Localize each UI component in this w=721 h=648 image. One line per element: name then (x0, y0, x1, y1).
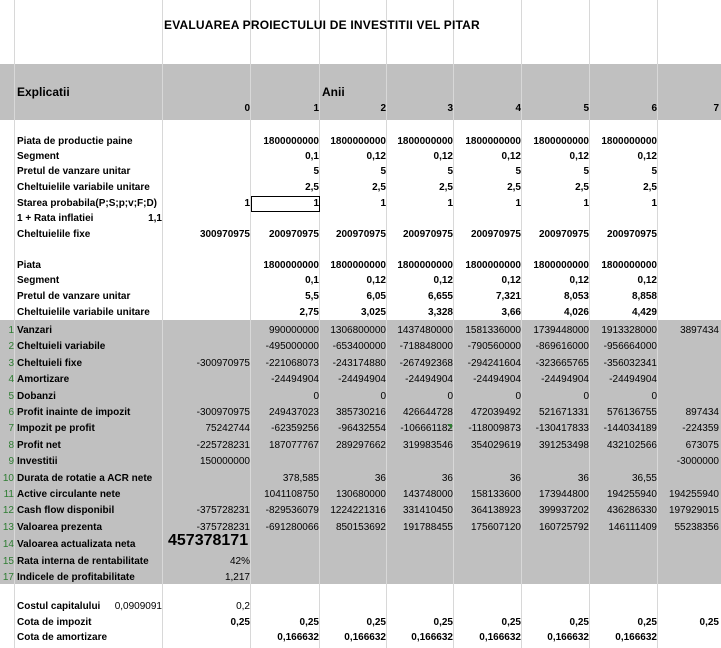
table-row[interactable] (0, 180, 721, 196)
cell-value: 0,166632 (344, 632, 386, 643)
cell-value: 200970975 (606, 229, 657, 240)
summary-label: Indicele de profitabilitate (17, 572, 135, 583)
cell-value: 3,025 (360, 307, 386, 318)
cell-value: 399937202 (538, 505, 589, 517)
selected-cell[interactable] (251, 196, 320, 212)
row-number: 6 (8, 407, 14, 418)
row-number: 9 (8, 456, 14, 468)
cell-value: 1800000000 (465, 136, 521, 147)
years-row (0, 101, 721, 117)
cell-value: 436286330 (606, 505, 657, 517)
cell-value: 0,166632 (277, 632, 319, 643)
cell-value: 0 (651, 390, 657, 402)
row-number: 14 (2, 539, 14, 550)
cell-value: 432102566 (606, 439, 657, 451)
year-label: 7 (713, 103, 719, 114)
cell-value: 4,429 (631, 307, 657, 318)
cell-value: 1800000000 (601, 136, 657, 147)
cell-value: 0,12 (501, 151, 521, 162)
cell-value: 1800000000 (330, 136, 386, 147)
row-label: Active circulante nete (17, 489, 121, 500)
cell-value: 990000000 (268, 325, 319, 336)
table-row[interactable] (0, 134, 721, 150)
year-label: 6 (651, 103, 657, 114)
table-row[interactable] (0, 305, 721, 321)
cell-value: 36 (509, 472, 521, 484)
cost-capital-label: Costul capitalului (17, 601, 101, 612)
cell-value: 2,5 (507, 182, 521, 193)
cell-value: 1581336000 (465, 325, 521, 336)
row-number: 8 (8, 439, 14, 451)
cell-value: -829536079 (265, 505, 319, 517)
cell-value: 0,166632 (411, 632, 453, 643)
cell-value: 2,75 (299, 307, 319, 318)
cell-value: 130680000 (335, 489, 386, 500)
cell-value: 158133600 (470, 489, 521, 500)
cell-value: -144034189 (603, 423, 657, 435)
cell-value: 8,858 (631, 291, 657, 302)
cell-value: 249437023 (268, 407, 319, 418)
cell-value: -106661182 (400, 423, 453, 435)
table-row[interactable] (0, 389, 721, 405)
cell-value: -118009873 (468, 423, 521, 435)
row-label: Cota de impozit (17, 617, 92, 628)
cell-value: 1 (380, 198, 386, 209)
cell-value: 0,25 (699, 617, 719, 628)
row-label: Vanzari (17, 325, 53, 336)
cell-value: 0 (380, 390, 386, 402)
cell-value: 146111409 (608, 521, 657, 533)
row-number: 5 (8, 390, 14, 402)
cell-value: 1041108750 (264, 489, 319, 500)
row-number: 17 (2, 572, 14, 583)
cell-value: -24494904 (271, 374, 319, 386)
row-label: Segment (17, 275, 60, 286)
table-row[interactable] (0, 356, 721, 372)
cell-value: 1800000000 (263, 136, 319, 147)
cell-value: -294241604 (467, 357, 521, 369)
cell-value: 0 (515, 390, 521, 402)
table-row[interactable] (0, 196, 721, 212)
cell-value: 5 (380, 166, 386, 177)
row-label: Piata (17, 260, 41, 271)
cell-value: 36 (374, 472, 386, 484)
cell-value: 187077767 (268, 439, 319, 451)
cell-value: 0,25 (501, 617, 521, 628)
cell-value: 197929015 (668, 505, 719, 517)
cota-impozit-row[interactable] (0, 615, 721, 631)
row-label: Starea probabila(P;S;p;v;F;D) (17, 198, 158, 209)
row-label: Cheltuielile fixe (17, 229, 91, 240)
table-row[interactable] (0, 339, 721, 355)
table-row[interactable] (0, 487, 721, 503)
cell-value: 2,5 (439, 182, 453, 193)
table-row[interactable] (0, 273, 721, 289)
cell-value: -691280066 (265, 521, 319, 533)
cell-value: 0 (313, 390, 319, 402)
cell-value: 150000000 (199, 456, 250, 468)
cell-value: 2,5 (372, 182, 386, 193)
cell-value: 378,585 (282, 472, 319, 484)
row-label: Segment (17, 151, 60, 162)
cell-value: -24494904 (609, 374, 657, 386)
cost-capital-row[interactable] (0, 599, 721, 615)
cell-value: 1913328000 (601, 325, 657, 336)
summary-value: 42% (229, 556, 250, 567)
table-row[interactable] (0, 421, 721, 437)
cell-value: 1800000000 (397, 136, 453, 147)
cell-value: -243174880 (332, 357, 386, 369)
summary-row[interactable] (0, 554, 721, 570)
row-number: 13 (2, 521, 14, 533)
cell-value: 1800000000 (330, 260, 386, 271)
cell-value: -24494904 (473, 374, 521, 386)
row-label: 1 + Rata inflatiei (17, 213, 94, 224)
row-number: 3 (8, 357, 14, 369)
cell-value: -375728231 (196, 521, 250, 533)
table-row[interactable] (0, 405, 721, 421)
cell-value: 160725792 (538, 521, 589, 533)
cell-value: 5 (447, 166, 453, 177)
row-label: Cheltuieli variabile (17, 341, 106, 353)
row-label: Cash flow disponibil (17, 505, 115, 517)
cell-value: -24494904 (338, 374, 386, 386)
cell-value: 331410450 (402, 505, 453, 517)
cell-value: 5,5 (305, 291, 319, 302)
sheet-title: EVALUAREA PROIECTULUI DE INVESTITII VEL PITAR (164, 18, 480, 32)
cell-value: 3,328 (427, 307, 453, 318)
cell-value: 1 (447, 198, 453, 209)
explicatii-header: Explicatii (17, 85, 70, 99)
cell-value: 426644728 (402, 407, 453, 418)
cell-value: 0,12 (637, 151, 657, 162)
cell-value: -495000000 (265, 341, 319, 353)
cell-value: 200970975 (268, 229, 319, 240)
cell-value: 1739448000 (533, 325, 589, 336)
table-row[interactable] (0, 372, 721, 388)
cell-value: 200970975 (470, 229, 521, 240)
anii-header: Anii (322, 85, 345, 99)
cell-value: 194255940 (606, 489, 657, 500)
cell-value: 5 (313, 166, 319, 177)
row-label: Impozit pe profit (17, 423, 95, 435)
row-number: 1 (8, 325, 14, 336)
row-label: Profit net (17, 439, 61, 451)
table-row[interactable] (0, 227, 721, 243)
summary-label: Rata interna de rentabilitate (17, 556, 149, 567)
row-label: Piata de productie paine (17, 136, 133, 147)
cell-value: 0,166632 (479, 632, 521, 643)
year-label: 3 (447, 103, 453, 114)
cell-value: 191788455 (402, 521, 453, 533)
cell-value: -869616000 (535, 341, 589, 353)
cell-value: 289297662 (335, 439, 386, 451)
cell-value: 0,12 (637, 275, 657, 286)
cell-value: -323665765 (535, 357, 589, 369)
cell-value: 0,25 (299, 617, 319, 628)
cell-value: 1 (515, 198, 521, 209)
cell-value: 673075 (685, 439, 719, 451)
cell-value: 1800000000 (533, 260, 589, 271)
cell-value: 75242744 (205, 423, 250, 435)
cell-value: -96432554 (338, 423, 386, 435)
cell-value: 576136755 (606, 407, 657, 418)
cell-value: 55238356 (674, 521, 719, 533)
cell-value: 8,053 (563, 291, 589, 302)
row-label: Pretul de vanzare unitar (17, 291, 131, 302)
cell-value: 2,5 (575, 182, 589, 193)
cell-value: 1800000000 (263, 260, 319, 271)
year-label: 1 (313, 103, 319, 114)
cell-value: 521671331 (538, 407, 589, 418)
cell-value: 850153692 (335, 521, 386, 533)
row-number: 7 (8, 423, 14, 435)
cell-value: 0,25 (230, 617, 250, 628)
cell-value: -225728231 (196, 439, 250, 451)
cell-value: 7,321 (495, 291, 521, 302)
cost-capital-extra: 0,2 (236, 601, 250, 612)
cell-value: 1306800000 (330, 325, 386, 336)
cell-value: 5 (515, 166, 521, 177)
cell-value: 1 (244, 198, 250, 209)
row-label: Cheltuielile variabile unitare (17, 182, 150, 193)
cell-value: 472039492 (470, 407, 521, 418)
cell-value: 0,12 (569, 275, 589, 286)
table-row[interactable] (0, 164, 721, 180)
error-indicator-icon (447, 424, 452, 429)
row-label: Profit inainte de impozit (17, 407, 131, 418)
cell-value: 391253498 (538, 439, 589, 451)
cell-value: 36 (441, 472, 453, 484)
cell-value: -300970975 (196, 407, 250, 418)
summary-value: 1,217 (224, 572, 250, 583)
cell-value: 4,026 (563, 307, 589, 318)
cell-value: 385730216 (335, 407, 386, 418)
table-row[interactable] (0, 471, 721, 487)
cell-value: 0 (447, 390, 453, 402)
cell-value: -130417833 (535, 423, 589, 435)
table-row[interactable] (0, 289, 721, 305)
cell-value: -956664000 (603, 341, 657, 353)
cell-value: 1800000000 (601, 260, 657, 271)
cell-value: -224359 (682, 423, 719, 435)
cell-value: 1800000000 (397, 260, 453, 271)
cell-value: 0,12 (433, 151, 453, 162)
cell-value: 3897434 (680, 325, 719, 336)
cell-value: -24494904 (405, 374, 453, 386)
row-extra-value: 1,1 (148, 213, 162, 224)
summary-label: Valoarea actualizata neta (17, 539, 136, 550)
cell-value: 0,166632 (615, 632, 657, 643)
cell-value: 0,25 (569, 617, 589, 628)
cell-value: 1 (651, 198, 657, 209)
year-label: 0 (244, 103, 250, 114)
cell-value: 319983546 (402, 439, 453, 451)
summary-row[interactable] (0, 532, 721, 553)
row-label: Cheltuieli fixe (17, 357, 83, 369)
cell-value: 1800000000 (465, 260, 521, 271)
cell-value: -790560000 (467, 341, 521, 353)
summary-value: 457378171 (168, 532, 249, 549)
cell-value: -356032341 (603, 357, 657, 369)
cell-value: -653400000 (332, 341, 386, 353)
row-label: Investitii (17, 456, 58, 468)
year-label: 4 (515, 103, 521, 114)
cell-value: 0,1 (305, 275, 319, 286)
cell-value: 0,12 (366, 151, 386, 162)
row-number: 10 (2, 472, 14, 484)
cell-value: 2,5 (305, 182, 319, 193)
cell-value: 0,12 (433, 275, 453, 286)
cell-value: 0,166632 (547, 632, 589, 643)
row-number: 11 (3, 489, 14, 500)
cota-amortizare-row[interactable] (0, 630, 721, 646)
cell-value: 194255940 (668, 489, 719, 500)
cell-value: -718848000 (399, 341, 453, 353)
cell-value: -3000000 (676, 456, 719, 468)
table-row[interactable] (0, 454, 721, 470)
year-label: 2 (380, 103, 386, 114)
cell-value: -375728231 (196, 505, 250, 517)
cell-value: 173944800 (538, 489, 589, 500)
cell-value: 354029619 (470, 439, 521, 451)
cell-value: 0,25 (637, 617, 657, 628)
summary-row[interactable] (0, 570, 721, 586)
table-row[interactable] (0, 211, 721, 227)
cell-value: -267492368 (399, 357, 453, 369)
cell-value: 2,5 (643, 182, 657, 193)
table-row[interactable] (0, 520, 721, 536)
table-row[interactable] (0, 149, 721, 165)
table-row[interactable] (0, 258, 721, 274)
table-row[interactable] (0, 438, 721, 454)
cell-value: 0,25 (433, 617, 453, 628)
cell-value: 36,55 (631, 472, 657, 484)
cell-value: 300970975 (199, 229, 250, 240)
cell-value: -300970975 (196, 357, 250, 369)
cell-value: 0,12 (366, 275, 386, 286)
row-label: Valoarea prezenta (17, 521, 103, 533)
row-label: Pretul de vanzare unitar (17, 166, 131, 177)
cell-value: 175607120 (470, 521, 521, 533)
cell-value: 36 (577, 472, 589, 484)
cell-value: 364138923 (470, 505, 521, 517)
row-label: Durata de rotatie a ACR nete (17, 472, 153, 484)
cell-value: 1 (313, 198, 319, 209)
cell-value: 6,655 (427, 291, 453, 302)
row-number: 4 (8, 374, 14, 386)
cell-value: 0,12 (569, 151, 589, 162)
cell-value: 200970975 (335, 229, 386, 240)
cell-value: 200970975 (402, 229, 453, 240)
row-label: Cheltuielile variabile unitare (17, 307, 150, 318)
row-number: 12 (2, 505, 14, 517)
row-number: 15 (2, 556, 14, 567)
row-label: Cota de amortizare (17, 632, 108, 643)
row-label: Dobanzi (17, 390, 56, 402)
cell-value: 6,05 (366, 291, 386, 302)
cell-value: -24494904 (541, 374, 589, 386)
cell-value: 0 (583, 390, 589, 402)
year-label: 5 (583, 103, 589, 114)
row-number: 2 (8, 341, 14, 353)
cell-value: 1 (583, 198, 589, 209)
cost-capital-value: 0,0909091 (114, 601, 162, 612)
cell-value: 1437480000 (397, 325, 453, 336)
cell-value: 5 (583, 166, 589, 177)
cell-value: -62359256 (271, 423, 319, 435)
cell-value: 200970975 (538, 229, 589, 240)
table-row[interactable] (0, 323, 721, 339)
cell-value: 897434 (685, 407, 719, 418)
cell-value: 143748000 (402, 489, 453, 500)
cell-value: 1800000000 (533, 136, 589, 147)
cell-value: 0,12 (501, 275, 521, 286)
cell-value: 5 (651, 166, 657, 177)
cell-value: 0,25 (366, 617, 386, 628)
cell-value: 3,66 (501, 307, 521, 318)
table-row[interactable] (0, 503, 721, 519)
cell-value: 0,1 (305, 151, 319, 162)
row-label: Amortizare (17, 374, 70, 386)
cell-value: 1224221316 (330, 505, 386, 517)
cell-value: -221068073 (265, 357, 319, 369)
